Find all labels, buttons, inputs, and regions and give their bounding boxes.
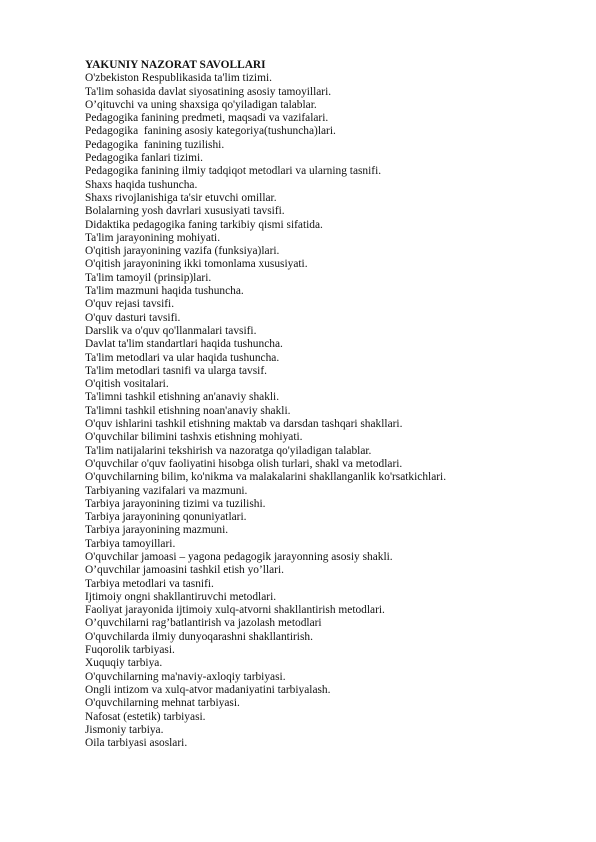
question-item: O’qituvchi va uning shaxsiga qo'yiladigan talablar. <box>85 98 317 111</box>
question-item: Tarbiya metodlari va tasnifi. <box>85 577 214 590</box>
question-item: Bolalarning yosh davrlari xususiyati tavsifi. <box>85 205 285 218</box>
question-item: Davlat ta'lim standartlari haqida tushuncha. <box>85 338 283 351</box>
question-item: O’quvchilar jamoasini tashkil etish yo’llari. <box>85 564 284 577</box>
question-item: Ta'limni tashkil etishning an'anaviy shakli. <box>85 391 280 404</box>
question-item: O'quvchilarning mehnat tarbiyasi. <box>85 697 240 710</box>
question-item: O'quvchilar jamoasi – yagona pedagogik jarayonning asosiy shakli. <box>85 550 393 563</box>
question-item: Xuquqiy tarbiya. <box>85 657 163 670</box>
question-item: Tarbiya jarayonining qonuniyatlari. <box>85 511 247 524</box>
question-item: Ta'limni tashkil etishning noan'anaviy shakli. <box>85 404 291 417</box>
question-item: O'zbekiston Respublikasida ta'lim tizimi. <box>85 72 272 85</box>
question-item: Tarbiya tamoyillari. <box>85 537 176 550</box>
question-item: Jismoniy tarbiya. <box>85 723 164 736</box>
question-item: O'quvchilar bilimini tashxis etishning mohiyati. <box>85 431 303 444</box>
question-item: O'quvchilarda ilmiy dunyoqarashni shakllantirish. <box>85 630 313 643</box>
question-item: Pedagogika fanining predmeti, maqsadi va vazifalari. <box>85 112 329 125</box>
question-item: O'quvchilarning ma'naviy-axloqiy tarbiyasi. <box>85 670 286 683</box>
question-item: Pedagogika fanining asosiy kategoriya(tushuncha)lari. <box>85 125 336 138</box>
question-item: Shaxs haqida tushuncha. <box>85 178 198 191</box>
question-item: Ongli intizom va xulq-atvor madaniyatini tarbiyalash. <box>85 683 331 696</box>
question-item: O'quvchilar o'quv faoliyatini hisobga olish turlari, shakl va metodlari. <box>85 457 403 470</box>
question-item: Fuqorolik tarbiyasi. <box>85 644 175 657</box>
question-item: Darslik va o'quv qo'llanmalari tavsifi. <box>85 324 257 337</box>
question-item: O'quvchilarning bilim, ko'nikma va malakalarini shakllanganlik ko'rsatkichlari. <box>85 471 447 484</box>
question-item: Tarbiyaning vazifalari va mazmuni. <box>85 484 248 497</box>
question-item: Ta'lim metodlari va ular haqida tushuncha. <box>85 351 280 364</box>
question-item: Ta'lim sohasida davlat siyosatining asosiy tamoyillari. <box>85 85 332 98</box>
document-body <box>85 59 565 750</box>
question-item: Shaxs rivojlanishiga ta'sir etuvchi omillar. <box>85 191 277 204</box>
question-item: Oila tarbiyasi asoslari. <box>85 737 188 750</box>
question-item: O'quv rejasi tavsifi. <box>85 298 175 311</box>
question-item: Ta'lim jarayonining mohiyati. <box>85 231 221 244</box>
question-item: O’quvchilarni rag’batlantirish va jazolash metodlari <box>85 617 322 630</box>
question-item: Nafosat (estetik) tarbiyasi. <box>85 710 206 723</box>
question-item: O'quv dasturi tavsifi. <box>85 311 181 324</box>
question-item: Pedagogika fanining tuzilishi. <box>85 138 225 151</box>
question-item: Ta'lim mazmuni haqida tushuncha. <box>85 285 244 298</box>
question-item: Tarbiya jarayonining tizimi va tuzilishi. <box>85 497 266 510</box>
question-item: O'qitish jarayonining ikki tomonlama xususiyati. <box>85 258 308 271</box>
document-title: YAKUNIY NAZORAT SAVOLLARI <box>85 59 266 71</box>
question-item: Tarbiya jarayonining mazmuni. <box>85 524 229 537</box>
question-item: O'qitish jarayonining vazifa (funksiya)lari. <box>85 245 280 258</box>
question-item: Ta'lim metodlari tasnifi va ularga tavsif. <box>85 364 267 377</box>
question-item: Ijtimoiy ongni shakllantiruvchi metodlari. <box>85 590 277 603</box>
question-list <box>85 72 565 750</box>
question-item: Pedagogika fanlari tizimi. <box>85 152 203 165</box>
question-item: Ta'lim tamoyil (prinsip)lari. <box>85 271 212 284</box>
question-item: Pedagogika fanining ilmiy tadqiqot metodlari va ularning tasnifi. <box>85 165 382 178</box>
question-item: O'qitish vositalari. <box>85 378 169 391</box>
question-item: Faoliyat jarayonida ijtimoiy xulq-atvorni shakllantirish metodlari. <box>85 604 385 617</box>
question-item: Didaktika pedagogika faning tarkibiy qismi sifatida. <box>85 218 323 231</box>
question-item: O'quv ishlarini tashkil etishning maktab va darsdan tashqari shakllari. <box>85 418 403 431</box>
question-item: Ta'lim natijalarini tekshirish va nazoratga qo'yiladigan talablar. <box>85 444 372 457</box>
